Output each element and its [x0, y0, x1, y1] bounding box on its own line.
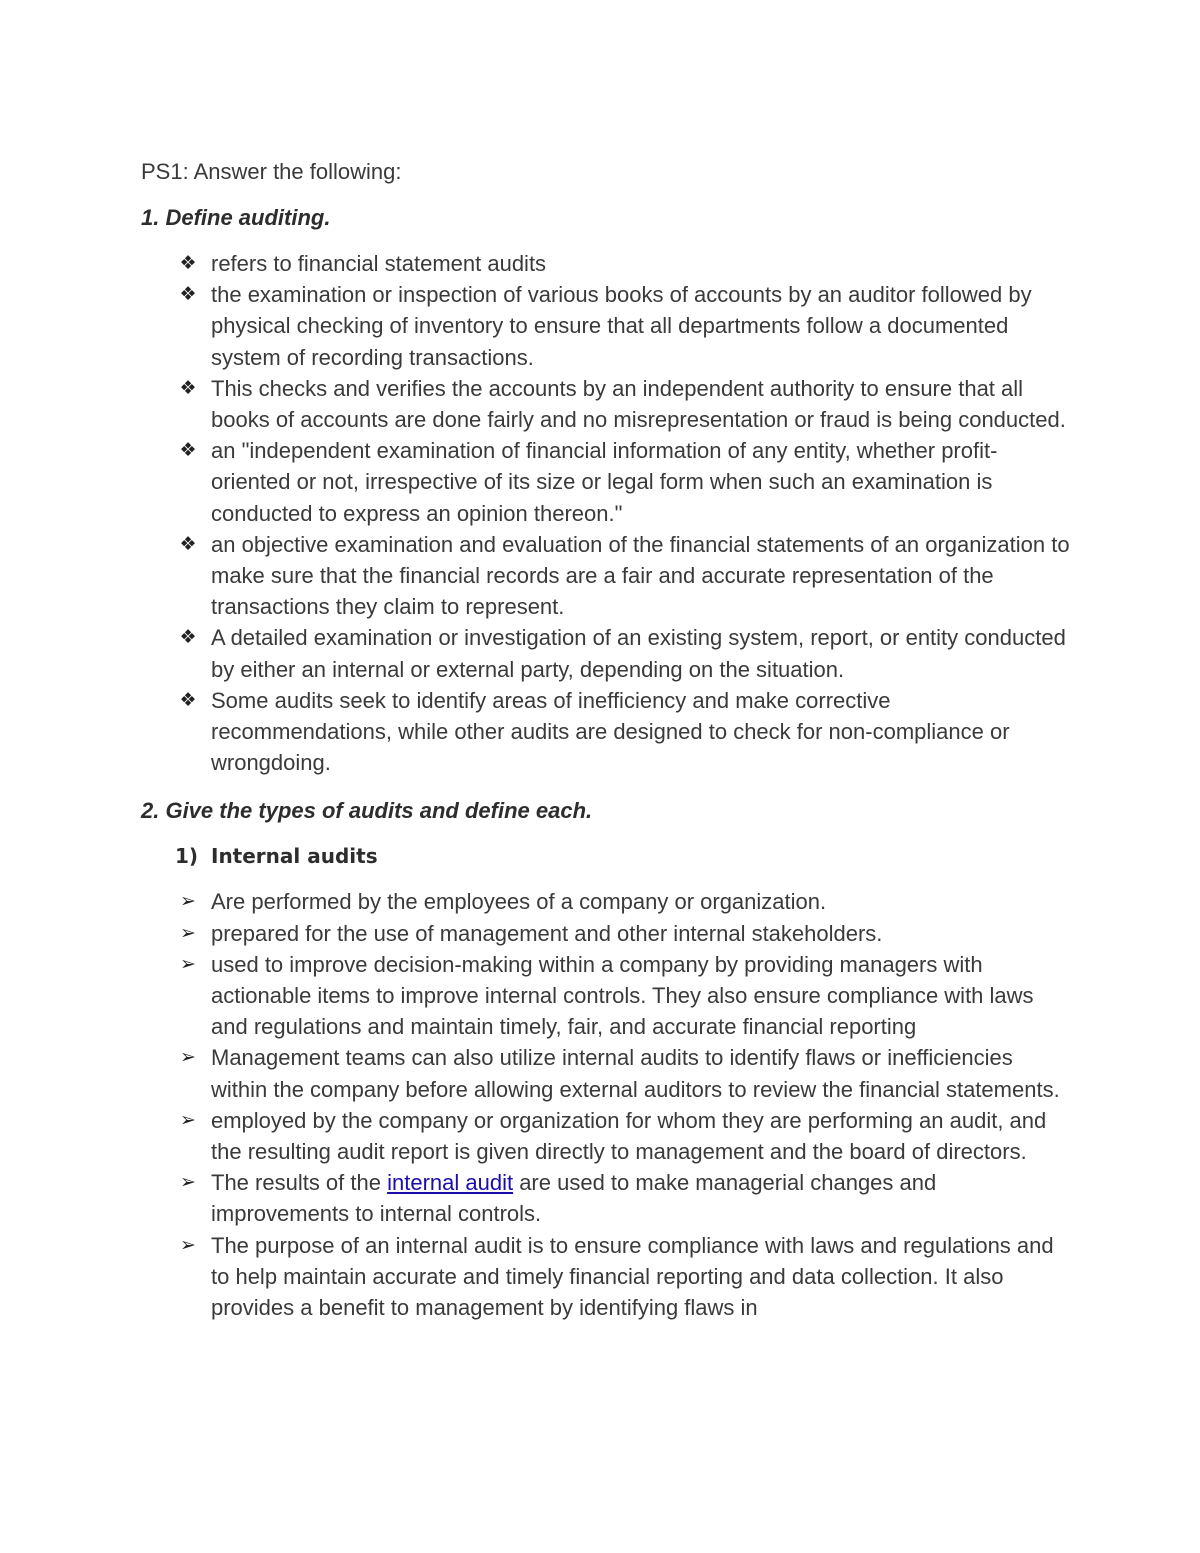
- list-item: ➢ Management teams can also utilize internal audits to identify flaws or inefficiencies within the company before allowing external auditors to review the financial statements.: [141, 1042, 1071, 1104]
- subheading-number: 1): [175, 844, 199, 869]
- question-1-title: 1. Define auditing.: [141, 205, 331, 230]
- diamond-bullet-icon: ❖: [179, 252, 197, 274]
- list-item: ❖ This checks and verifies the accounts by an independent authority to ensure that all books of accounts are done fairly and no misrepresentation or fraud is being conducted.: [141, 373, 1071, 435]
- document-content: [141, 156, 1071, 1323]
- list-item: ➢ Are performed by the employees of a company or organization.: [141, 886, 1071, 917]
- diamond-bullet-icon: ❖: [179, 376, 197, 399]
- diamond-bullet-icon: ❖: [179, 532, 197, 555]
- arrow-bullet-icon: ➢: [180, 890, 196, 913]
- diamond-bullet-icon: ❖: [179, 688, 197, 711]
- question-1-list: [141, 248, 1071, 778]
- list-item: ➢ used to improve decision-making within a company by providing managers with actionable items to improve internal controls. They also ensure compliance with laws and regulations and maintain timely, fair, and accurate financial reporting: [141, 949, 1071, 1043]
- diamond-bullet-icon: ❖: [179, 283, 197, 306]
- question-2-title: 2. Give the types of audits and define each.: [141, 798, 593, 824]
- list-item: ❖ refers to financial statement audits: [141, 248, 1071, 279]
- list-item: ❖ A detailed examination or investigation of an existing system, report, or entity conducted by either an internal or external party, depending on the situation.: [141, 622, 1071, 684]
- list-item: ❖ an objective examination and evaluation of the financial statements of an organization to make sure that the financial records are a fair and accurate representation of the transactions they claim to represent.: [141, 529, 1071, 623]
- subheading-internal-audits: [141, 841, 1071, 872]
- list-item: ❖ the examination or inspection of various books of accounts by an auditor followed by physical checking of inventory to ensure that all departments follow a documented system of recording transactions.: [141, 279, 1071, 373]
- arrow-bullet-icon: ➢: [180, 1108, 196, 1131]
- diamond-bullet-icon: ❖: [179, 626, 197, 649]
- list-item: ➢ prepared for the use of management and other internal stakeholders.: [141, 918, 1071, 949]
- arrow-bullet-icon: ➢: [180, 1046, 196, 1069]
- question-2-list: [141, 886, 1071, 1323]
- list-item: ❖ an "independent examination of financial information of any entity, whether profit-oriented or not, irrespective of its size or legal form when such an examination is conducted to express an opinion thereon.": [141, 435, 1071, 529]
- diamond-bullet-icon: ❖: [179, 439, 197, 462]
- list-item: ➢ employed by the company or organization for whom they are performing an audit, and the resulting audit report is given directly to management and the board of directors.: [141, 1105, 1071, 1167]
- arrow-bullet-icon: ➢: [180, 1171, 196, 1194]
- arrow-bullet-icon: ➢: [180, 921, 196, 944]
- intro-line: PS1: Answer the following:: [141, 159, 402, 184]
- internal-audit-link[interactable]: internal audit: [387, 1170, 514, 1196]
- list-item: ➢ The results of the internal audit are used to make managerial changes and improvements to internal controls.: [141, 1167, 1071, 1229]
- arrow-bullet-icon: ➢: [180, 952, 196, 975]
- list-item: ❖ Some audits seek to identify areas of inefficiency and make corrective recommendations, while other audits are designed to check for non-compliance or wrongdoing.: [141, 685, 1071, 779]
- subheading-label: Internal audits: [211, 844, 378, 869]
- list-item: ➢ The purpose of an internal audit is to ensure compliance with laws and regulations and to help maintain accurate and timely financial reporting and data collection. It also provides a benefit to management by identifying flaws in: [141, 1230, 1071, 1324]
- arrow-bullet-icon: ➢: [180, 1233, 196, 1256]
